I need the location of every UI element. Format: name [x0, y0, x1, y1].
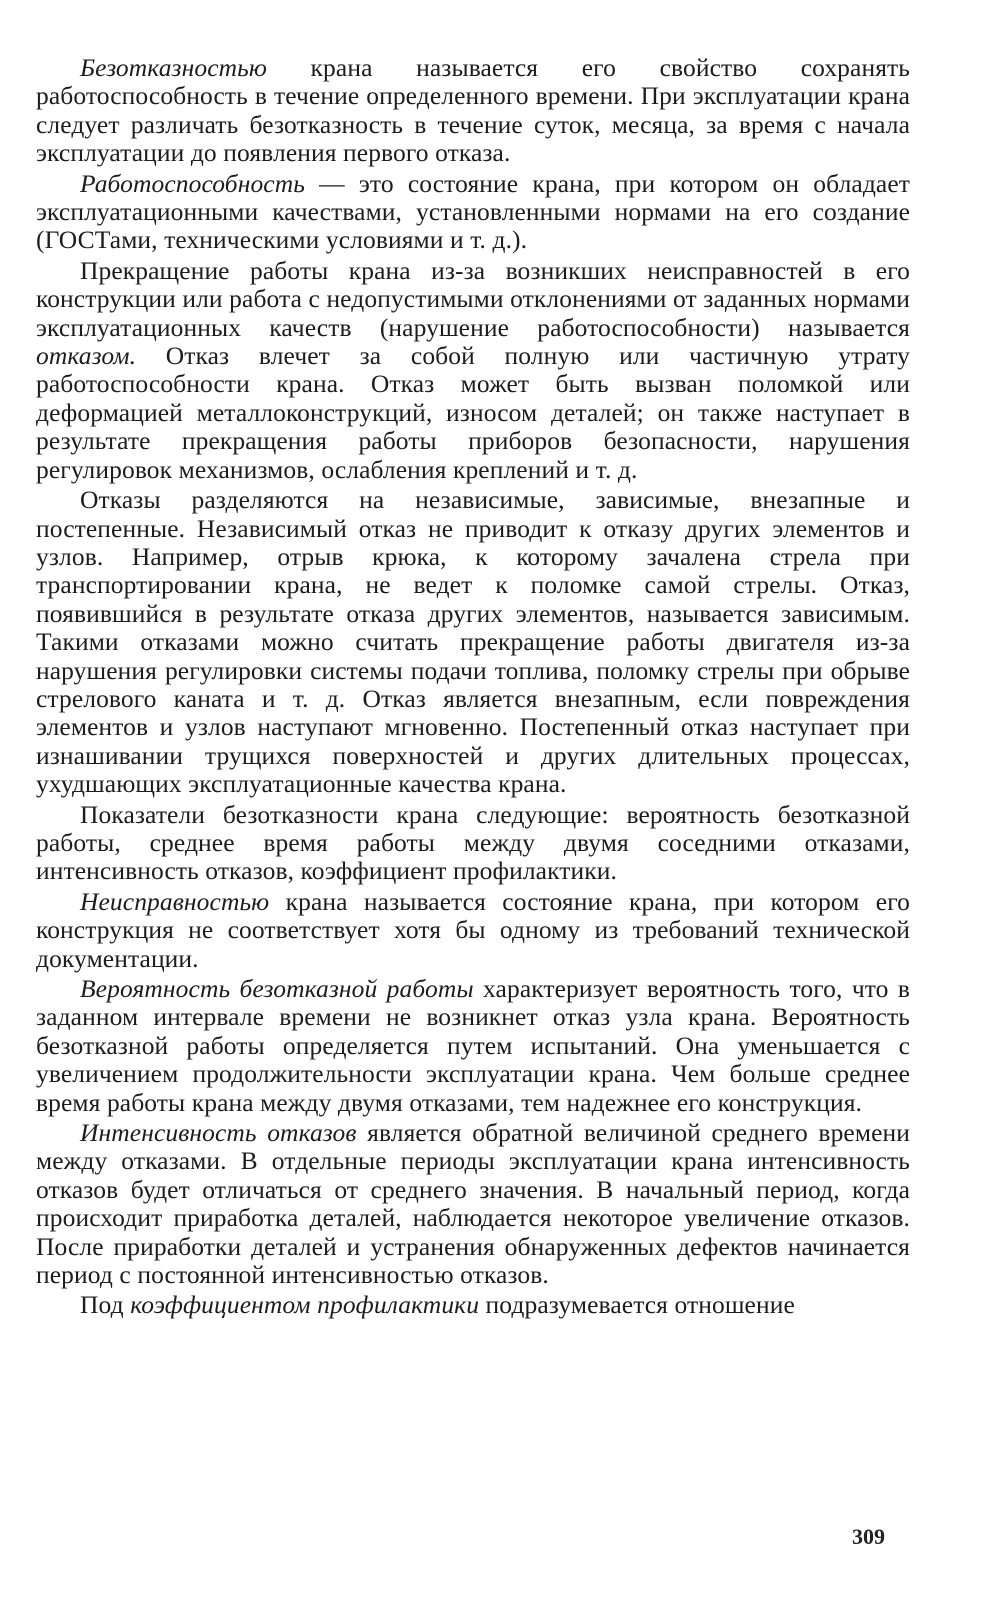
page-body	[36, 54, 910, 1322]
term-failure: отказом.	[36, 341, 137, 371]
page-number: 309	[852, 1524, 885, 1549]
term-prevention-coefficient: коэффициентом профилактики	[130, 1290, 480, 1320]
paragraph-text: характеризует вероятность того, что в заданном интервале времени не возникнет отказ узла крана. Вероятность безотказной работы определяется путем испытаний. Она уменьшается с увеличением продолжительности эксплуатации крана. Чем больше среднее время работы крана между двумя отказами, тем надежнее его конструкция.	[36, 974, 910, 1117]
paragraph-text: является обратной величиной среднего времени между отказами. В отдельные периоды эксплуатации крана интенсивность отказов будет отличаться от среднего значения. В начальный период, когда происходит приработка деталей, наблюдается некоторое увеличение отказов. После приработки деталей и устранения обнаруженных дефектов начинается период с постоянной интенсивностью отказов.	[36, 1118, 910, 1290]
term-malfunction: Неисправностью	[80, 886, 270, 916]
paragraph-text: подразумевается отношение	[479, 1290, 795, 1320]
paragraph-indicators	[36, 801, 910, 886]
paragraph-text: — это состояние крана, при котором он обладает эксплуатационными качествами, установленными нормами на его создание (ГОСТами, техническими условиями и т. д.).	[36, 168, 910, 255]
paragraph-failure-rate	[36, 1119, 910, 1289]
paragraph-probability	[36, 975, 910, 1117]
paragraph-text: крана называется состояние крана, при котором его конструкция не соответствует хотя бы одному из требований технической документации.	[36, 886, 910, 973]
paragraph-text-before: Прекращение работы крана из-за возникших неисправностей в его конструкции или работа с недопустимыми отклонениями от заданных нормами эксплуатационных качеств (нарушение работоспособности) называется	[36, 255, 910, 342]
term-failure-rate: Интенсивность отказов	[80, 1118, 357, 1148]
paragraph-operability	[36, 170, 910, 255]
paragraph-text: крана называется его свойство сохранять работоспособность в течение определенного времени. При эксплуатации крана следует различать безотказность в течение суток, месяца, за время с начала эксплуатации до появления первого отказа.	[36, 53, 910, 168]
paragraph-text-before: Под	[80, 1290, 131, 1320]
term-probability: Вероятность безотказной работы	[80, 974, 474, 1003]
paragraph-text: Отказы разделяются на независимые, зависимые, внезапные и постепенные. Независимый отказ не приводит к отказу других элементов и узлов. Например, отрыв крюка, к которому зачалена стрела при транспортировании крана, не ведет к поломке самой стрелы. Отказ, появившийся в результате отказа других элементов, называется зависимым. Такими отказами можно считать прекращение работы двигателя из-за нарушения регулировки системы подачи топлива, поломку стрелы при обрыве стрелового каната и т. д. Отказ является внезапным, если повреждения элементов и узлов наступают мгновенно. Постепенный отказ наступает при изнашивании трущихся поверхностей и других длительных процессах, ухудшающих эксплуатационные качества крана.	[36, 485, 910, 799]
paragraph-failure	[36, 257, 910, 484]
paragraph-text: Показатели безотказности крана следующие: вероятность безотказной работы, среднее время работы между двумя соседними отказами, интенсивность отказов, коэффициент профилактики.	[36, 799, 910, 886]
paragraph-failure-types	[36, 486, 910, 798]
term-operability: Работоспособность	[80, 168, 305, 198]
term-reliability: Безотказностью	[80, 53, 267, 82]
paragraph-reliability	[36, 54, 910, 168]
paragraph-text: Отказ влечет за собой полную или частичную утрату работоспособности крана. Отказ может быть вызван поломкой или деформацией металлоконструкций, износом деталей; он также наступает в результате прекращения работы приборов безопасности, нарушения регулировок механизмов, ослабления креплений и т. д.	[36, 341, 910, 484]
paragraph-prevention-coefficient	[36, 1291, 910, 1319]
paragraph-malfunction	[36, 888, 910, 973]
